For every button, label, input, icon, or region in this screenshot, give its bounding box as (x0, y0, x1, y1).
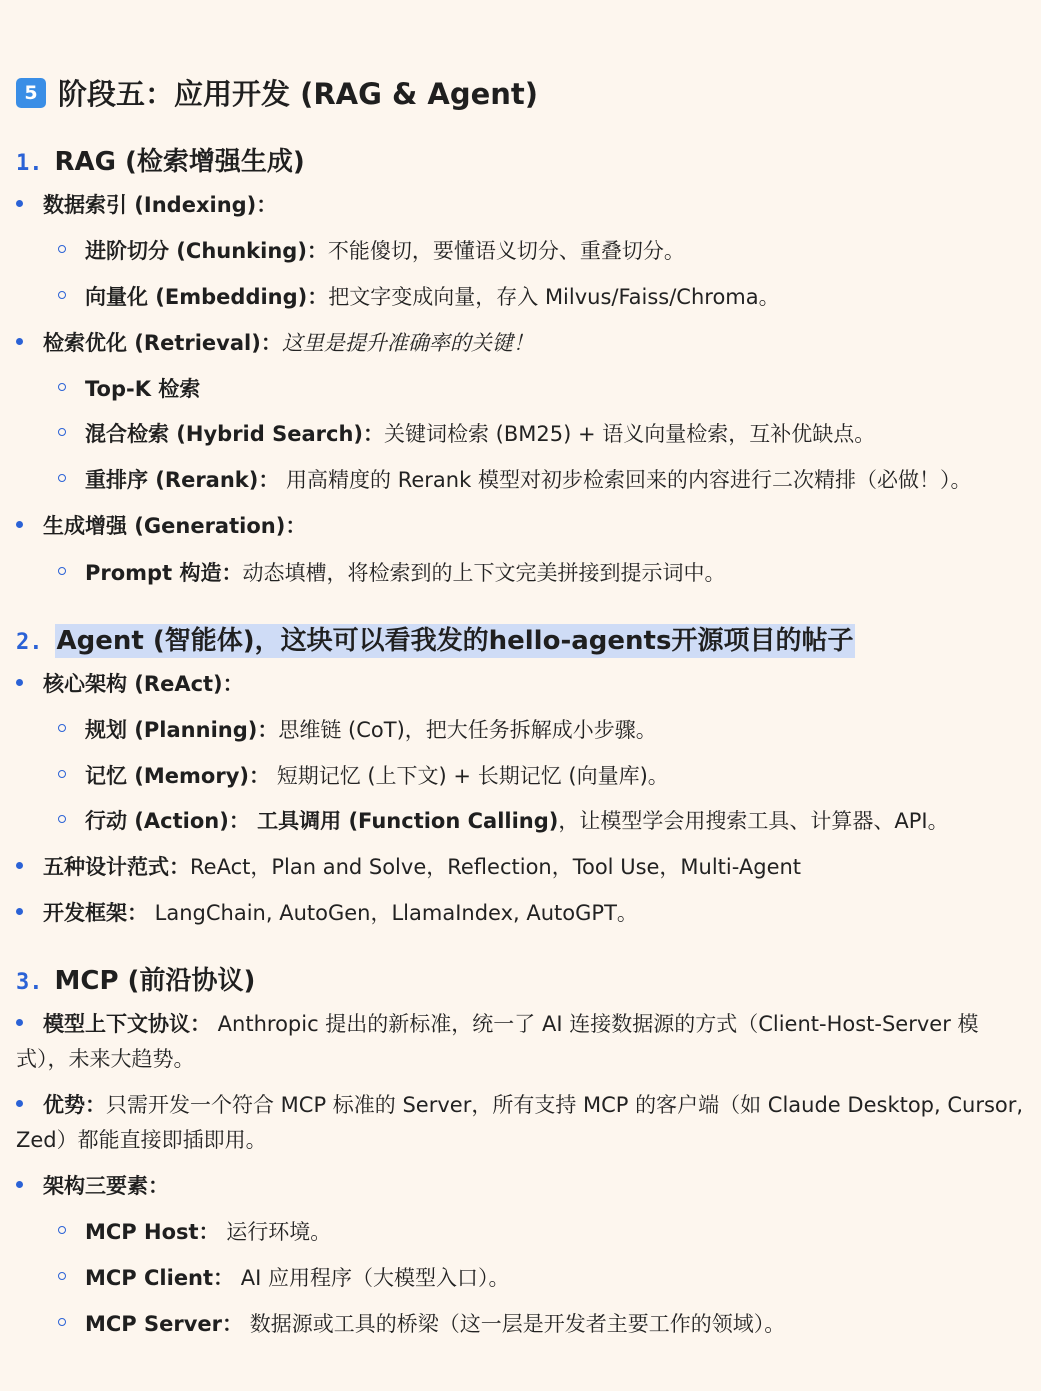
section-title: MCP (前沿协议) (54, 966, 256, 996)
item-text: 只需开发一个符合 MCP 标准的 Server，所有支持 MCP 的客户端（如 Claude Desktop, Cursor, Zed）都能直接即插即用。 (16, 1093, 1024, 1152)
list-item (58, 556, 725, 591)
list-item (58, 372, 200, 407)
item-label: MCP Server： (85, 1312, 244, 1336)
section-number: 2. (16, 630, 43, 655)
list-item (16, 1007, 1006, 1077)
list-item (58, 759, 669, 794)
item-text: 思维链 (CoT)，把大任务拆解成小步骤。 (278, 718, 657, 742)
bullet-icon (16, 338, 23, 345)
item-label: 优势： (43, 1093, 106, 1117)
section-title: Agent (智能体)，这块可以看我发的hello-agents开源项目的帖子 (56, 626, 854, 656)
sub-bullet-icon (58, 815, 66, 823)
list-item (16, 896, 638, 931)
section-1-heading (16, 141, 305, 178)
item-text: ，让模型学会用搜索工具、计算器、API。 (558, 809, 949, 833)
item-text: 数据源或工具的桥梁（这一层是开发者主要工作的领域）。 (243, 1312, 786, 1336)
item-label: 数据索引 (Indexing)： (43, 193, 278, 217)
sub-bullet-icon (58, 1272, 66, 1280)
bullet-icon (16, 1019, 23, 1026)
item-label: 记忆 (Memory)： (85, 764, 271, 788)
page-title (16, 72, 538, 113)
page-title-text: 阶段五：应用开发 (RAG & Agent) (58, 77, 539, 111)
item-text: 关键词检索 (BM25) + 语义向量检索，互补优缺点。 (384, 422, 876, 446)
list-item (58, 234, 685, 269)
sub-bullet-icon (58, 383, 66, 391)
sub-bullet-icon (58, 1226, 66, 1234)
sub-bullet-icon (58, 291, 66, 299)
sub-bullet-icon (58, 245, 66, 253)
list-item (58, 1215, 331, 1250)
item-label: Top-K 检索 (85, 377, 201, 401)
item-label: MCP Client： (85, 1266, 235, 1290)
section-number: 3. (16, 970, 43, 995)
bullet-icon (16, 1100, 23, 1107)
list-item (58, 463, 971, 498)
item-text: 运行环境。 (219, 1220, 332, 1244)
item-label: 混合检索 (Hybrid Search)： (85, 422, 384, 446)
list-item (16, 667, 244, 702)
bullet-icon (16, 521, 23, 528)
sub-bullet-icon (58, 567, 66, 575)
item-text: 这里是提升准确率的关键！ (281, 331, 534, 355)
list-item (16, 188, 277, 223)
sub-bullet-icon (58, 724, 66, 732)
item-label: Prompt 构造： (85, 561, 243, 585)
item-text: AI 应用程序（大模型入口）。 (234, 1266, 510, 1290)
bullet-icon (16, 908, 23, 915)
item-label: MCP Host： (85, 1220, 220, 1244)
list-item (16, 1088, 1036, 1158)
bullet-icon (16, 200, 23, 207)
list-item (16, 326, 534, 361)
section-2-heading (16, 620, 855, 657)
item-label: 检索优化 (Retrieval)： (43, 331, 282, 355)
list-item (58, 417, 875, 452)
item-label: 规划 (Planning)： (85, 718, 279, 742)
list-item (58, 804, 949, 839)
item-label: 重排序 (Rerank)： (85, 468, 280, 492)
number-5-icon: 5 (16, 78, 46, 108)
item-text: 把文字变成向量，存入 Milvus/Faiss/Chroma。 (328, 285, 780, 309)
list-item (16, 509, 306, 544)
bullet-icon (16, 862, 23, 869)
item-label: 五种设计范式： (43, 855, 190, 879)
sub-bullet-icon (58, 428, 66, 436)
item-label: 行动 (Action)： (85, 809, 250, 833)
bullet-icon (16, 679, 23, 686)
list-item (58, 280, 780, 315)
item-text: 不能傻切，要懂语义切分、重叠切分。 (327, 239, 685, 263)
item-text: Anthropic 提出的新标准，统一了 AI 连接数据源的方式（Client-Host-Server 模式），未来大趋势。 (16, 1012, 979, 1071)
item-label: 核心架构 (ReAct)： (43, 672, 244, 696)
item-label: 工具调用 (Function Calling) (249, 809, 559, 833)
item-label: 开发框架： (43, 901, 148, 925)
item-label: 模型上下文协议： (43, 1012, 211, 1036)
section-number: 1. (16, 151, 43, 176)
item-text: LangChain, AutoGen，LlamaIndex, AutoGPT。 (148, 901, 638, 925)
item-text: 用高精度的 Rerank 模型对初步检索回来的内容进行二次精排（必做！）。 (279, 468, 972, 492)
item-text: 短期记忆 (上下文) + 长期记忆 (向量库)。 (270, 764, 669, 788)
item-label: 进阶切分 (Chunking)： (85, 239, 328, 263)
list-item (16, 850, 801, 885)
section-3-heading (16, 960, 255, 997)
sub-bullet-icon (58, 1318, 66, 1326)
list-item (58, 1261, 509, 1296)
section-title: RAG (检索增强生成) (54, 147, 305, 177)
item-label: 向量化 (Embedding)： (85, 285, 329, 309)
bullet-icon (16, 1181, 23, 1188)
list-item (16, 1169, 169, 1204)
item-text: ReAct，Plan and Solve，Reflection，Tool Use，Multi-Agent (190, 855, 802, 879)
item-label: 架构三要素： (43, 1174, 169, 1198)
item-text: 动态填槽，将检索到的上下文完美拼接到提示词中。 (242, 561, 726, 585)
list-item (58, 1307, 785, 1342)
sub-bullet-icon (58, 474, 66, 482)
sub-bullet-icon (58, 770, 66, 778)
item-label: 生成增强 (Generation)： (43, 514, 307, 538)
list-item (58, 713, 657, 748)
